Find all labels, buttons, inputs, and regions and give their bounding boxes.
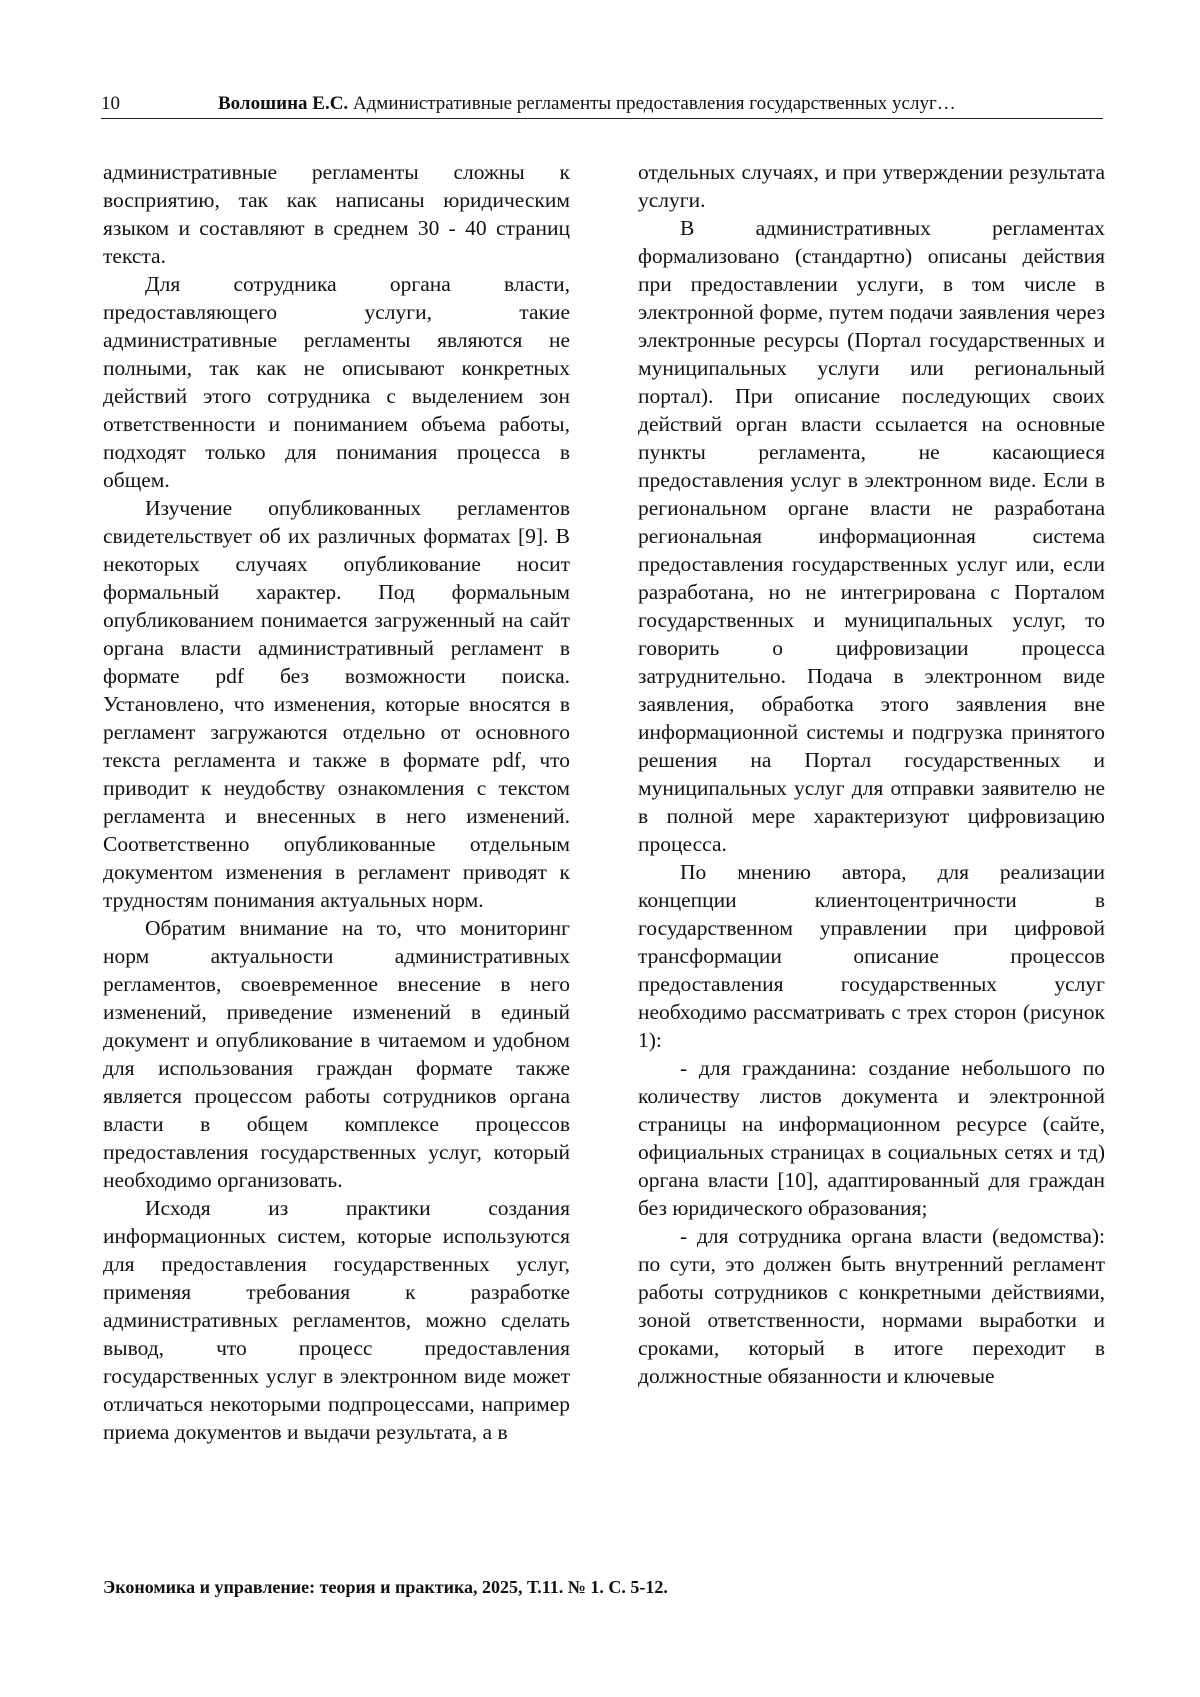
paragraph: По мнению автора, для реализации концепции клиентоцентричности в государственном управлении при цифровой трансформации описание процессов предоставления государственных услуг необходимо рассматривать с трех сторон (рисунок 1): [638,860,1105,1052]
paragraph: Исходя из практики создания информационных систем, которые используются для предоставления государственных услуг, применяя требования к разработке административных регламентов, можно сделать вывод, что процесс предоставления государственных услуг в электронном виде может отличаться некоторыми подпроцессами, например приема документов и выдачи результата, а в [103,1196,570,1444]
paragraph: В административных регламентах формализовано (стандартно) описаны действия при предоставлении услуги, в том числе в электронной форме, путем подачи заявления через электронные ресурсы (Портал государственных и муниципальных услуги или региональный портал). При описание последующих своих действий орган власти ссылается на основные пункты регламента, не касающиеся предоставления услуг в электронном виде. Если в региональном органе власти не разработана региональная информационная система предоставления государственных услуг или, если разработана, но не интегрирована с Порталом государственных и муниципальных услуг, то говорить о цифровизации процесса затруднительно. Подача в электронном виде заявления, обработка этого заявления вне информационной системы и подгрузка принятого решения на Портал государственных и муниципальных услуг для отправки заявителю не в полной мере характеризуют цифровизацию процесса. [638,216,1105,856]
paragraph: Для сотрудника органа власти, предоставляющего услуги, такие административные регламенты являются не полными, так как не описывают конкретных действий этого сотрудника с выделением зон ответственности и пониманием объема работы, подходят только для понимания процесса в общем. [103,272,570,492]
paragraph: Изучение опубликованных регламентов свидетельствует об их различных форматах [9]. В некоторых случаях опубликование носит формальный характер. Под формальным опубликованием понимается загруженный на сайт органа власти административный регламент в формате pdf без возможности поиска. Установлено, что изменения, которые вносятся в регламент загружаются отдельно от основного текста регламента и также в формате pdf, что приводит к неудобству ознакомления с текстом регламента и внесенных в него изменений. Соответственно опубликованные отдельным документом изменения в регламент приводят к трудностям понимания актуальных норм. [103,496,570,912]
header-title: Административные регламенты предоставления государственных услуг… [348,93,956,114]
paragraph: административные регламенты сложны к восприятию, так как написаны юридическим языком и составляют в среднем 30 - 40 страниц текста. [103,160,570,268]
header-author: Волошина Е.С. [218,93,349,114]
page-number: 10 [101,93,120,114]
paragraph: отдельных случаях, и при утверждении результата услуги. [638,160,1105,212]
running-title [218,92,956,116]
right-column [638,158,1105,1390]
left-column [103,158,570,1446]
running-header [101,92,1103,119]
journal-citation: Экономика и управление: теория и практика, 2025, Т.11. № 1. С. 5-12. [103,1577,668,1597]
list-item: - для сотрудника органа власти (ведомства): по сути, это должен быть внутренний регламент работы сотрудников с конкретными действиями, зоной ответственности, нормами выработки и сроками, который в итоге переходит в должностные обязанности и ключевые [638,1224,1105,1388]
list-item: - для гражданина: создание небольшого по количеству листов документа и электронной страницы на информационном ресурсе (сайте, официальных страницах в социальных сетях и тд) органа власти [10], адаптированный для граждан без юридического образования; [638,1056,1105,1220]
paragraph: Обратим внимание на то, что мониторинг норм актуальности административных регламентов, своевременное внесение в него изменений, приведение изменений в единый документ и опубликование в читаемом и удобном для использования граждан формате также является процессом работы сотрудников органа власти в общем комплексе процессов предоставления государственных услуг, который необходимо организовать. [103,916,570,1192]
